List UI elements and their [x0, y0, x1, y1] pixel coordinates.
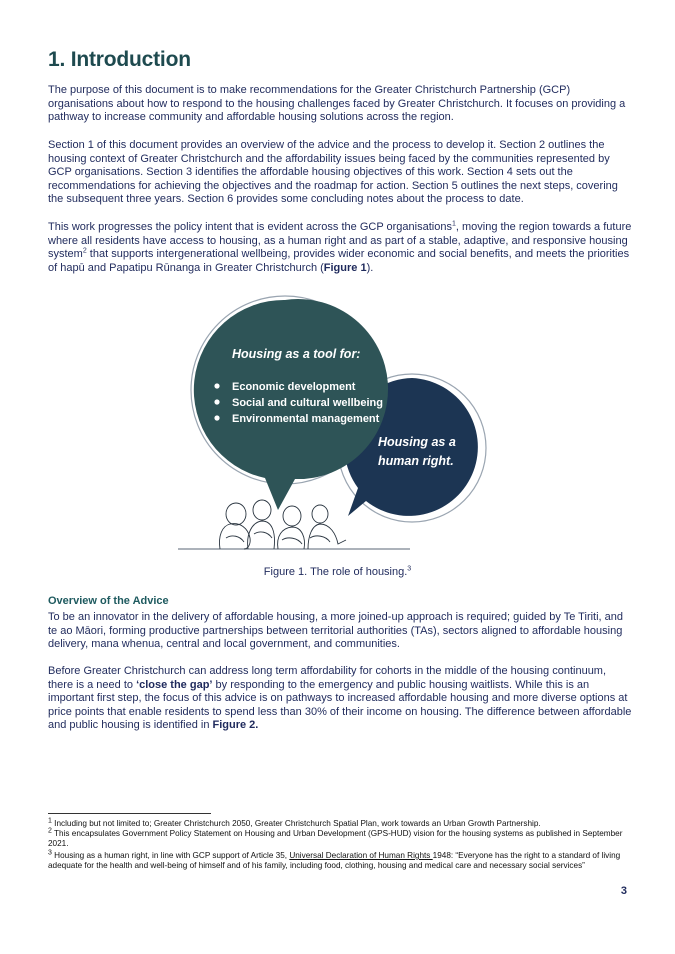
- p3-text-b: , moving the region towards a future where all residents have access to housing, as a human right and as part of a stable, adaptive, and responsive housing system: [48, 221, 632, 261]
- p3-text-c: that supports intergenerational wellbeing, provides wider economic and social benefits, and meets the priorities of hapū and Papatipu Rūnanga in Greater Christchurch (: [48, 248, 630, 274]
- footnote-number: 3: [48, 849, 52, 857]
- paragraph-close-the-gap: [48, 665, 633, 733]
- footnote-text: 1948: “Everyone has the right to a standard of living adequate for the health and well-being of himself and of his family, including food, clothing, housing and medical care and necessary social services”: [48, 851, 621, 871]
- footnote-number: 2: [48, 827, 52, 835]
- footnote-number: 1: [48, 817, 52, 825]
- caption-text: Figure 1. The role of housing.: [263, 566, 408, 578]
- figure-2-reference: Figure 2.: [212, 719, 259, 732]
- bubble-tool-title: Housing as a tool for:: [232, 347, 361, 361]
- paragraph-policy-intent: [48, 221, 633, 275]
- footnote-3: [48, 851, 633, 872]
- p3-text-d: ).: [366, 261, 374, 274]
- paragraph-purpose: The purpose of this document is to make recommendations for the Greater Christchurch Partnership (GCP) organisations about how to respond to the housing challenges faced by Greater Christchurch. It focuses on providing a pathway to increase community and affordable housing solutions across the region.: [48, 84, 626, 124]
- footnote-text: Including but not limited to; Greater Christchurch 2050, Greater Christchurch Spatial Plan, work towards an Urban Growth Partnership.: [51, 819, 541, 828]
- footnote-1: [48, 819, 633, 829]
- figure-1-caption: [0, 566, 675, 578]
- footnote-divider: [48, 813, 211, 814]
- bubble-item-environmental: Environmental management: [232, 413, 380, 425]
- footnote-text: This encapsulates Government Policy Statement on Housing and Urban Development (GPS-HUD) vision for the housing systems as published in September 2021.: [48, 829, 623, 849]
- footnote-text: Housing as a human right, in line with GCP support of Article 35,: [51, 851, 290, 860]
- paragraph-sections: Section 1 of this document provides an overview of the advice and the process to develop it. Section 2 outlines the housing context of Greater Christchurch and the affordability issues being faced by the communities represented by GCP organisations. Section 3 identifies the affordable housing objectives of this work. Section 4 sets out the recommendations for achieving the objectives and the roadmap for action. Section 5 outlines the next steps, covering the subsequent three years. Section 6 provides some concluding notes about the process to date.: [48, 139, 618, 206]
- bubble-item-social: Social and cultural wellbeing: [232, 397, 383, 409]
- p5-text-a: Before Greater Christchurch can address long term affordability for cohorts in the middle of the housing continuum, there is a need to: [48, 665, 607, 691]
- footnote-ref-1: 1: [451, 220, 456, 228]
- paragraph-innovator: To be an innovator in the delivery of affordable housing, a more joined-up approach is required; guided by Te Tiriti, and te ao Māori, forming productive partnerships between territorial authorities (TAs), sectors aligned to affordable housing delivery, mana whenua, central and local government, and communities.: [48, 611, 624, 651]
- bullet-icon: [214, 383, 219, 388]
- footnote-ref-2: 2: [82, 247, 87, 255]
- p5-text-b: by responding to the emergency and public housing waitlists. While this is an important first step, the focus of this advice is on pathways to increased affordable housing and more diverse options at price points that enable residents to spend less than 30% of their income on housing. The difference between affordable and public housing is identified in: [48, 678, 632, 732]
- bubble-human-right-line1: Housing as a: [378, 435, 456, 449]
- section-subheading: Overview of the Advice: [48, 595, 169, 607]
- udhr-link[interactable]: Universal Declaration of Human Rights: [289, 851, 433, 860]
- bubble-human-right-line2: human right.: [378, 454, 454, 468]
- close-the-gap-emphasis: ‘close the gap’: [136, 678, 213, 691]
- footnote-ref-3: 3: [407, 565, 412, 573]
- page-title: 1. Introduction: [48, 48, 191, 71]
- people-illustration: [219, 500, 346, 549]
- bullet-icon: [214, 415, 219, 420]
- page-number: 3: [620, 885, 627, 897]
- bullet-icon: [214, 399, 219, 404]
- bubble-item-economic: Economic development: [232, 381, 356, 393]
- p3-text-a: This work progresses the policy intent that is evident across the GCP organisations: [48, 221, 452, 233]
- figure-1-reference: Figure 1: [323, 261, 367, 274]
- footnote-2: [48, 829, 633, 850]
- figure-role-of-housing: [170, 288, 490, 556]
